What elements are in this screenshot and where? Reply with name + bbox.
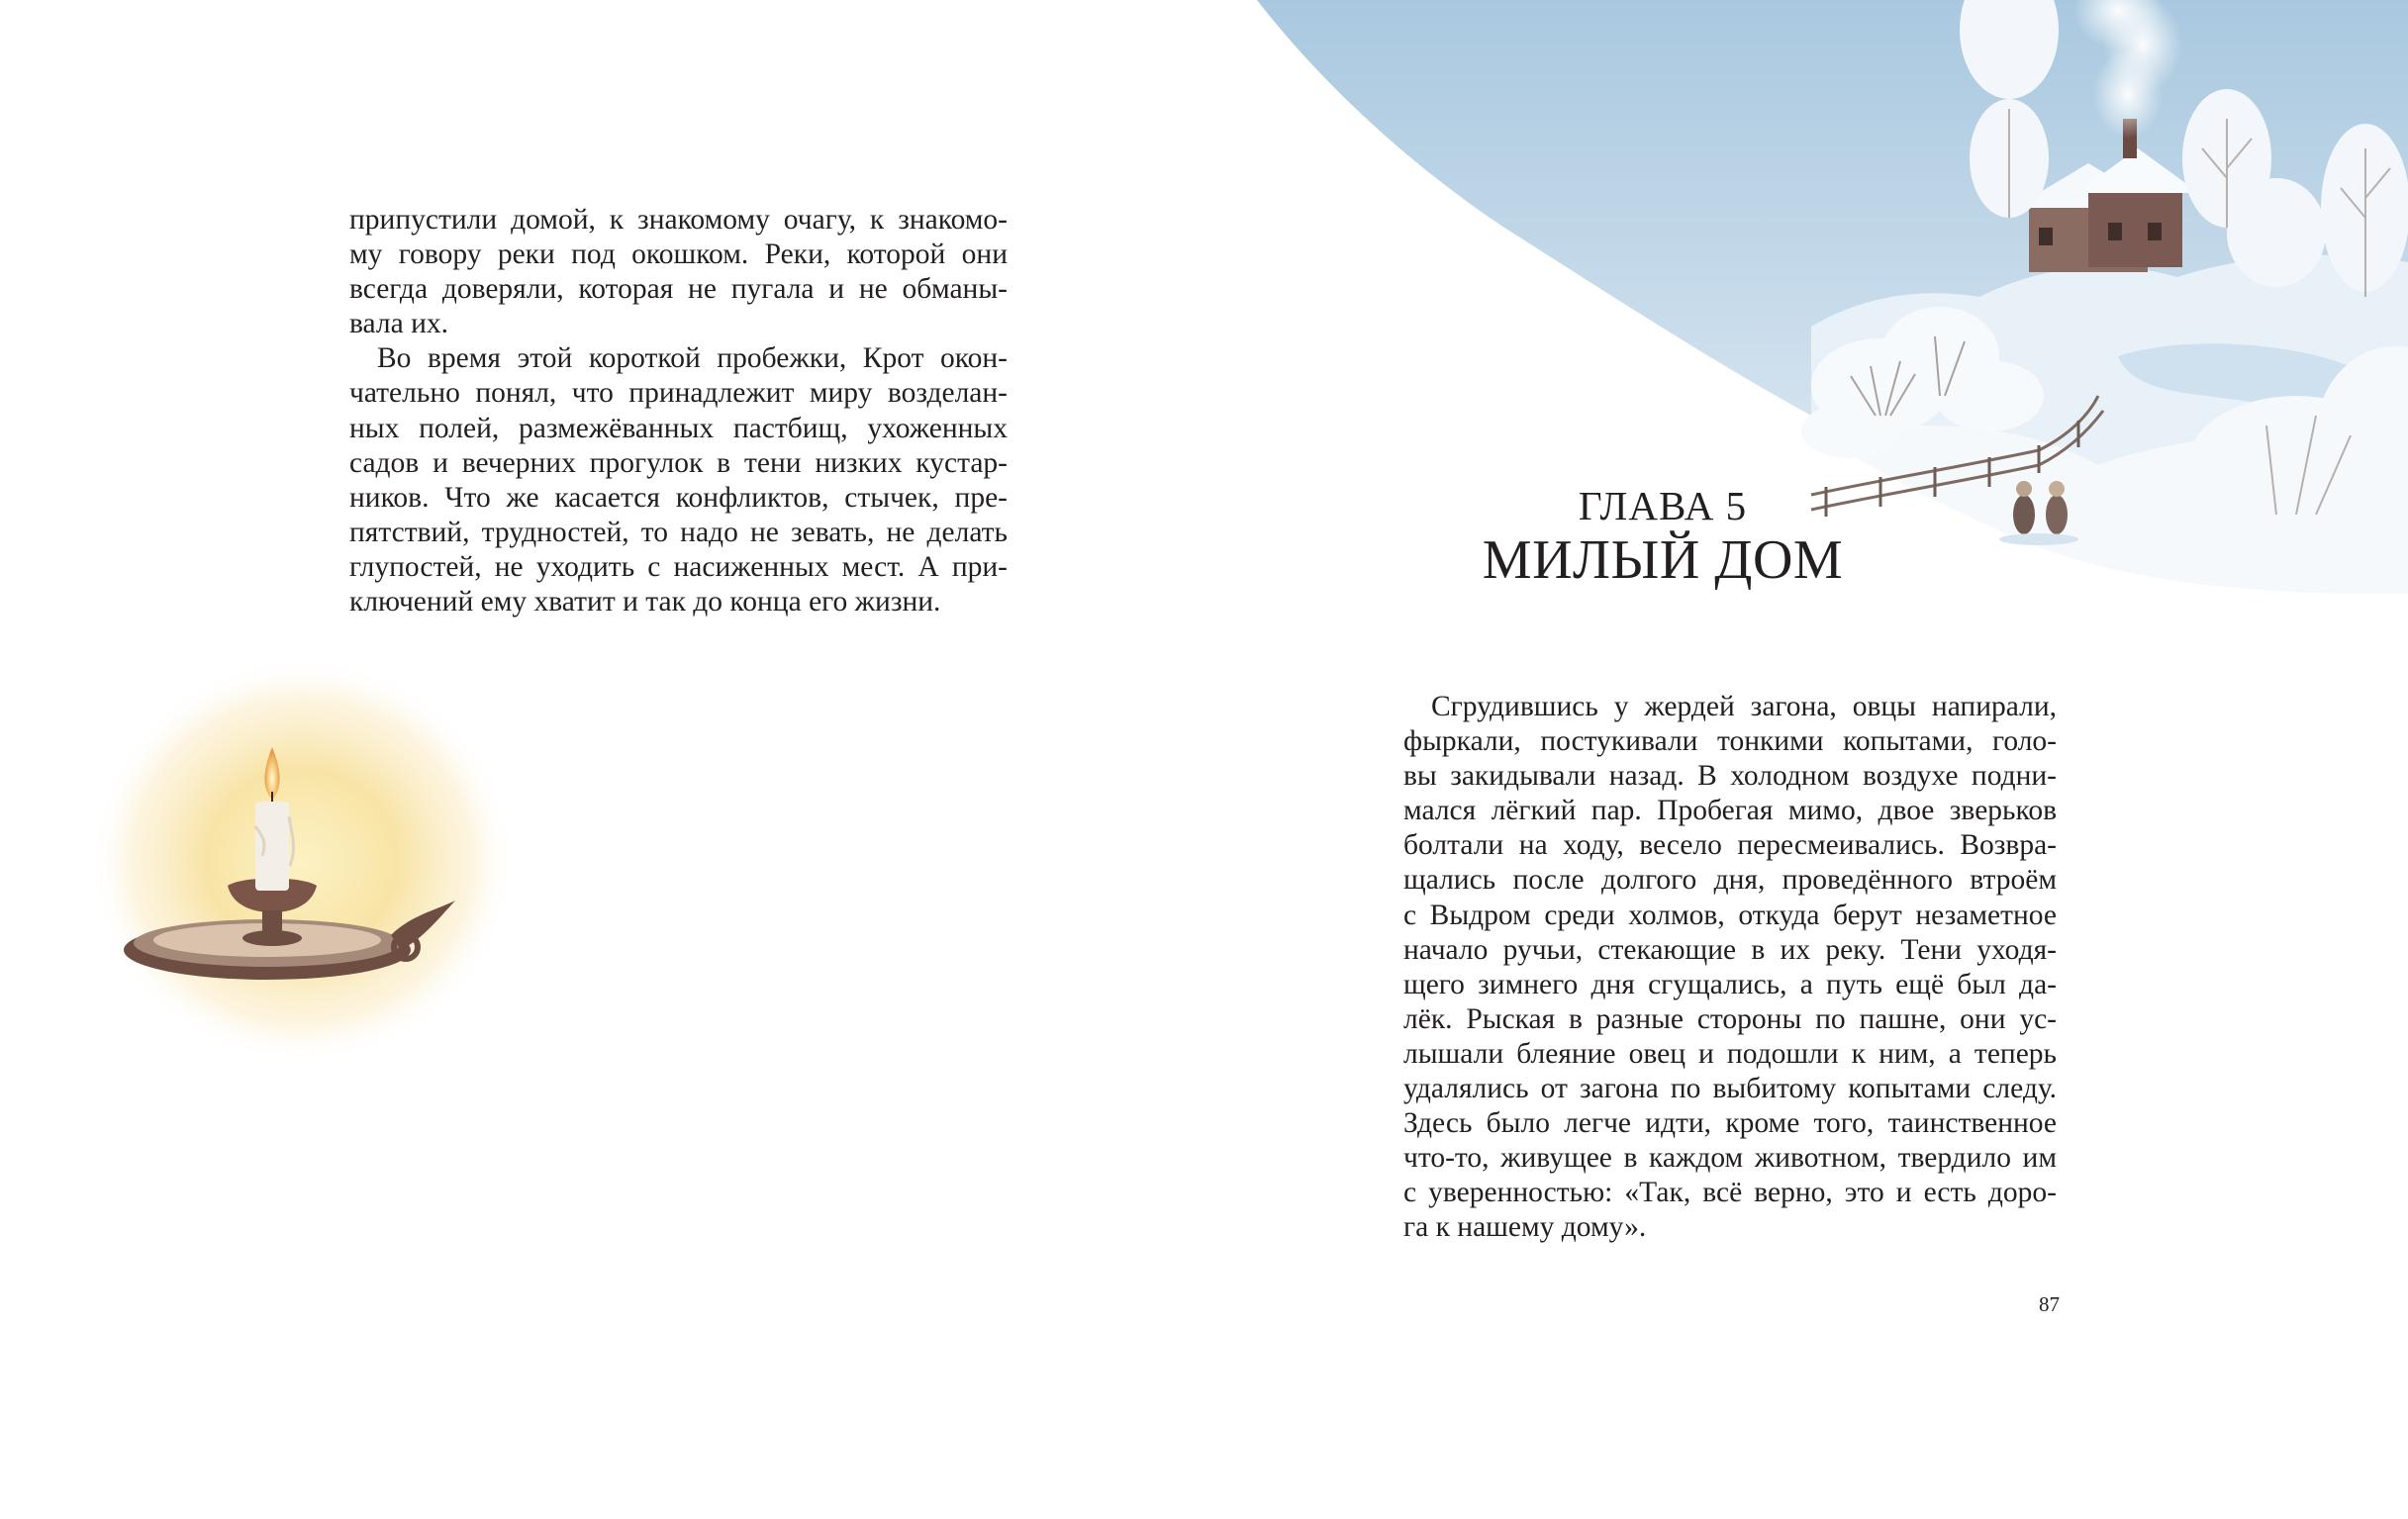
text-line: начало ручьи, стекающие в их реку. Тени уходя- [1403, 933, 2057, 966]
candle-holder-illustration [94, 653, 530, 1069]
page-number: 87 [2039, 1292, 2060, 1316]
text-line: Во время этой короткой пробежки, Крот окон- [377, 342, 1008, 375]
text-line: вала их. [349, 308, 448, 340]
right-page-text [1403, 690, 2057, 1246]
text-line: ных полей, размежёванных пастбищ, ухоженных [349, 412, 1008, 444]
text-line: мался лёгкий пар. Пробегая мимо, двое зверьков [1403, 795, 2057, 827]
text-line: всегда доверяли, которая не пугала и не обманы- [349, 273, 1008, 306]
text-line: что-то, живущее в каждом животном, твердило им [1403, 1142, 2057, 1175]
text-line: фыркали, постукивали тонкими копытами, голо- [1403, 725, 2057, 758]
text-line: садов и вечерних прогулок в тени низких кустар- [349, 446, 1008, 479]
left-paragraph-1 [349, 203, 1008, 341]
chapter-heading [1405, 483, 1920, 592]
text-line: удалялись от загона по выбитому копытами следу. [1403, 1073, 2057, 1105]
text-line: чательно понял, что принадлежит миру возделан- [349, 377, 1008, 410]
text-line: щего зимнего дня сгущались, а путь ещё был да- [1403, 968, 2057, 1000]
text-line: глупостей, не уходить с насиженных мест. А при- [349, 550, 1008, 583]
text-line: ключений ему хватит и так до конца его жизни. [349, 586, 941, 618]
text-line: припустили домой, к знакомому очагу, к знакомо- [349, 204, 1008, 236]
text-line: с уверенностью: «Так, всё верно, это и есть доро- [1403, 1177, 2057, 1209]
text-line: ников. Что же касается конфликтов, стычек, пре- [349, 481, 1008, 514]
text-line: му говору реки под окошком. Реки, которой они [349, 238, 1008, 271]
text-line: щались после долгого дня, проведённого втроём [1403, 864, 2057, 897]
chapter-title: МИЛЫЙ ДОМ [1482, 529, 1844, 591]
text-line: лышали блеяние овец и подошли к ним, а теперь [1403, 1037, 2057, 1070]
text-line: Здесь было легче идти, кроме того, таинственное [1403, 1107, 2057, 1140]
right-paragraph-1 [1403, 690, 2057, 1246]
text-line: га к нашему дому». [1403, 1211, 1647, 1244]
text-line: с Выдром среди холмов, откуда берут незаметное [1403, 899, 2057, 931]
text-line: болтали на ходу, весело пересмеивались. Возвра- [1403, 829, 2057, 862]
left-page-text [349, 203, 1008, 619]
left-paragraph-2 [349, 341, 1008, 619]
text-line: Сгрудившись у жердей загона, овцы напирали, [1431, 691, 2057, 722]
text-line: пятствий, трудностей, то надо не зевать, не делать [349, 516, 1008, 548]
text-line: лёк. Рыская в разные стороны по пашне, они ус- [1403, 1002, 2057, 1035]
chapter-number: ГЛАВА 5 [1578, 483, 1748, 528]
text-line: вы закидывали назад. В холодном воздухе подни- [1403, 760, 2057, 793]
